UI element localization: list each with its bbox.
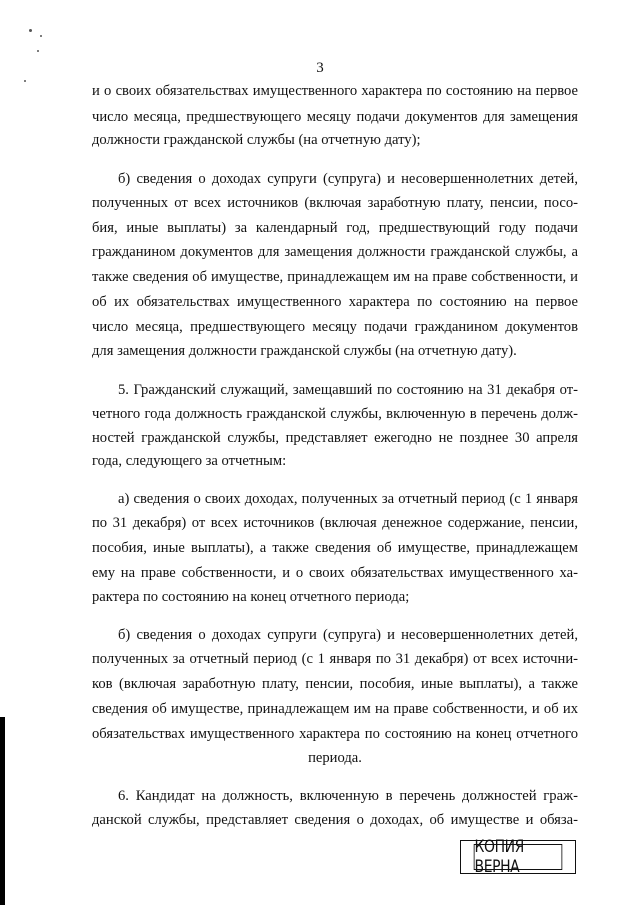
scan-speck	[37, 50, 39, 52]
scan-speck	[40, 35, 42, 37]
text-line: полученных от всех источников (включая заработную плату, пенсии, посо-	[92, 195, 578, 211]
text-line: об их обязательствах имущественного характера по состоянию на первое	[92, 294, 578, 310]
text-line: ему на праве собственности, и о своих обязательствах имущественного ха-	[92, 565, 578, 581]
text-line: ков (включая заработную плату, пенсии, пособия, иные выплаты), а также	[92, 676, 578, 692]
text-line: 6. Кандидат на должность, включенную в перечень должностей граж-	[118, 788, 578, 804]
copy-stamp-text: КОПИЯ ВЕРНА	[474, 844, 563, 870]
text-line: должности гражданской службы (на отчетную дату);	[92, 132, 421, 148]
text-line: б) сведения о доходах супруги (супруга) и несовершеннолетних детей,	[118, 627, 578, 643]
text-line: ностей гражданской службы, представляет ежегодно не позднее 30 апреля	[92, 430, 578, 446]
text-line: обязательствах имущественного характера по состоянию на конец отчетного	[92, 726, 578, 742]
text-line: б) сведения о доходах супруги (супруга) и несовершеннолетних детей,	[118, 171, 578, 187]
copy-stamp	[460, 837, 576, 877]
text-line: по 31 декабря) от всех источников (включая денежное содержание, пенсии,	[92, 515, 578, 531]
scan-speck	[24, 80, 26, 82]
scan-speck	[29, 29, 32, 32]
text-line: четного года должность гражданской службы, включенную в перечень долж-	[92, 406, 578, 422]
text-line: рактера по состоянию на конец отчетного периода;	[92, 589, 410, 605]
text-line: периода.	[308, 750, 362, 766]
text-line: данской службы, представляет сведения о доходах, об имуществе и обяза-	[92, 812, 578, 828]
page-number: 3	[316, 60, 324, 76]
text-line: также сведения об имуществе, принадлежащем им на праве собственности, и	[92, 269, 578, 285]
text-line: бия, иные выплаты) за календарный год, предшествующий году подачи	[92, 220, 578, 236]
text-line: и о своих обязательствах имущественного характера по состоянию на первое	[92, 83, 578, 99]
text-line: пособия, иные выплаты), а также сведения об имуществе, принадлежащем	[92, 540, 578, 556]
text-line: 5. Гражданский служащий, замещавший по состоянию на 31 декабря от-	[118, 382, 578, 398]
text-line: гражданином документов для замещения должности гражданской службы, а	[92, 244, 578, 260]
text-line: а) сведения о своих доходах, полученных за отчетный период (с 1 января	[118, 491, 578, 507]
text-line: для замещения должности гражданской службы (на отчетную дату).	[92, 343, 517, 359]
text-line: года, следующего за отчетным:	[92, 453, 287, 469]
scan-edge-bar	[0, 717, 5, 905]
text-line: сведения об имуществе, принадлежащем им на праве собственности, и об их	[92, 701, 578, 717]
text-line: число месяца, предшествующего месяцу подачи гражданином документов	[92, 319, 578, 335]
text-line: число месяца, предшествующего месяцу подачи документов для замещения	[92, 109, 578, 125]
text-line: полученных за отчетный период (с 1 января по 31 декабря) от всех источни-	[92, 651, 578, 667]
